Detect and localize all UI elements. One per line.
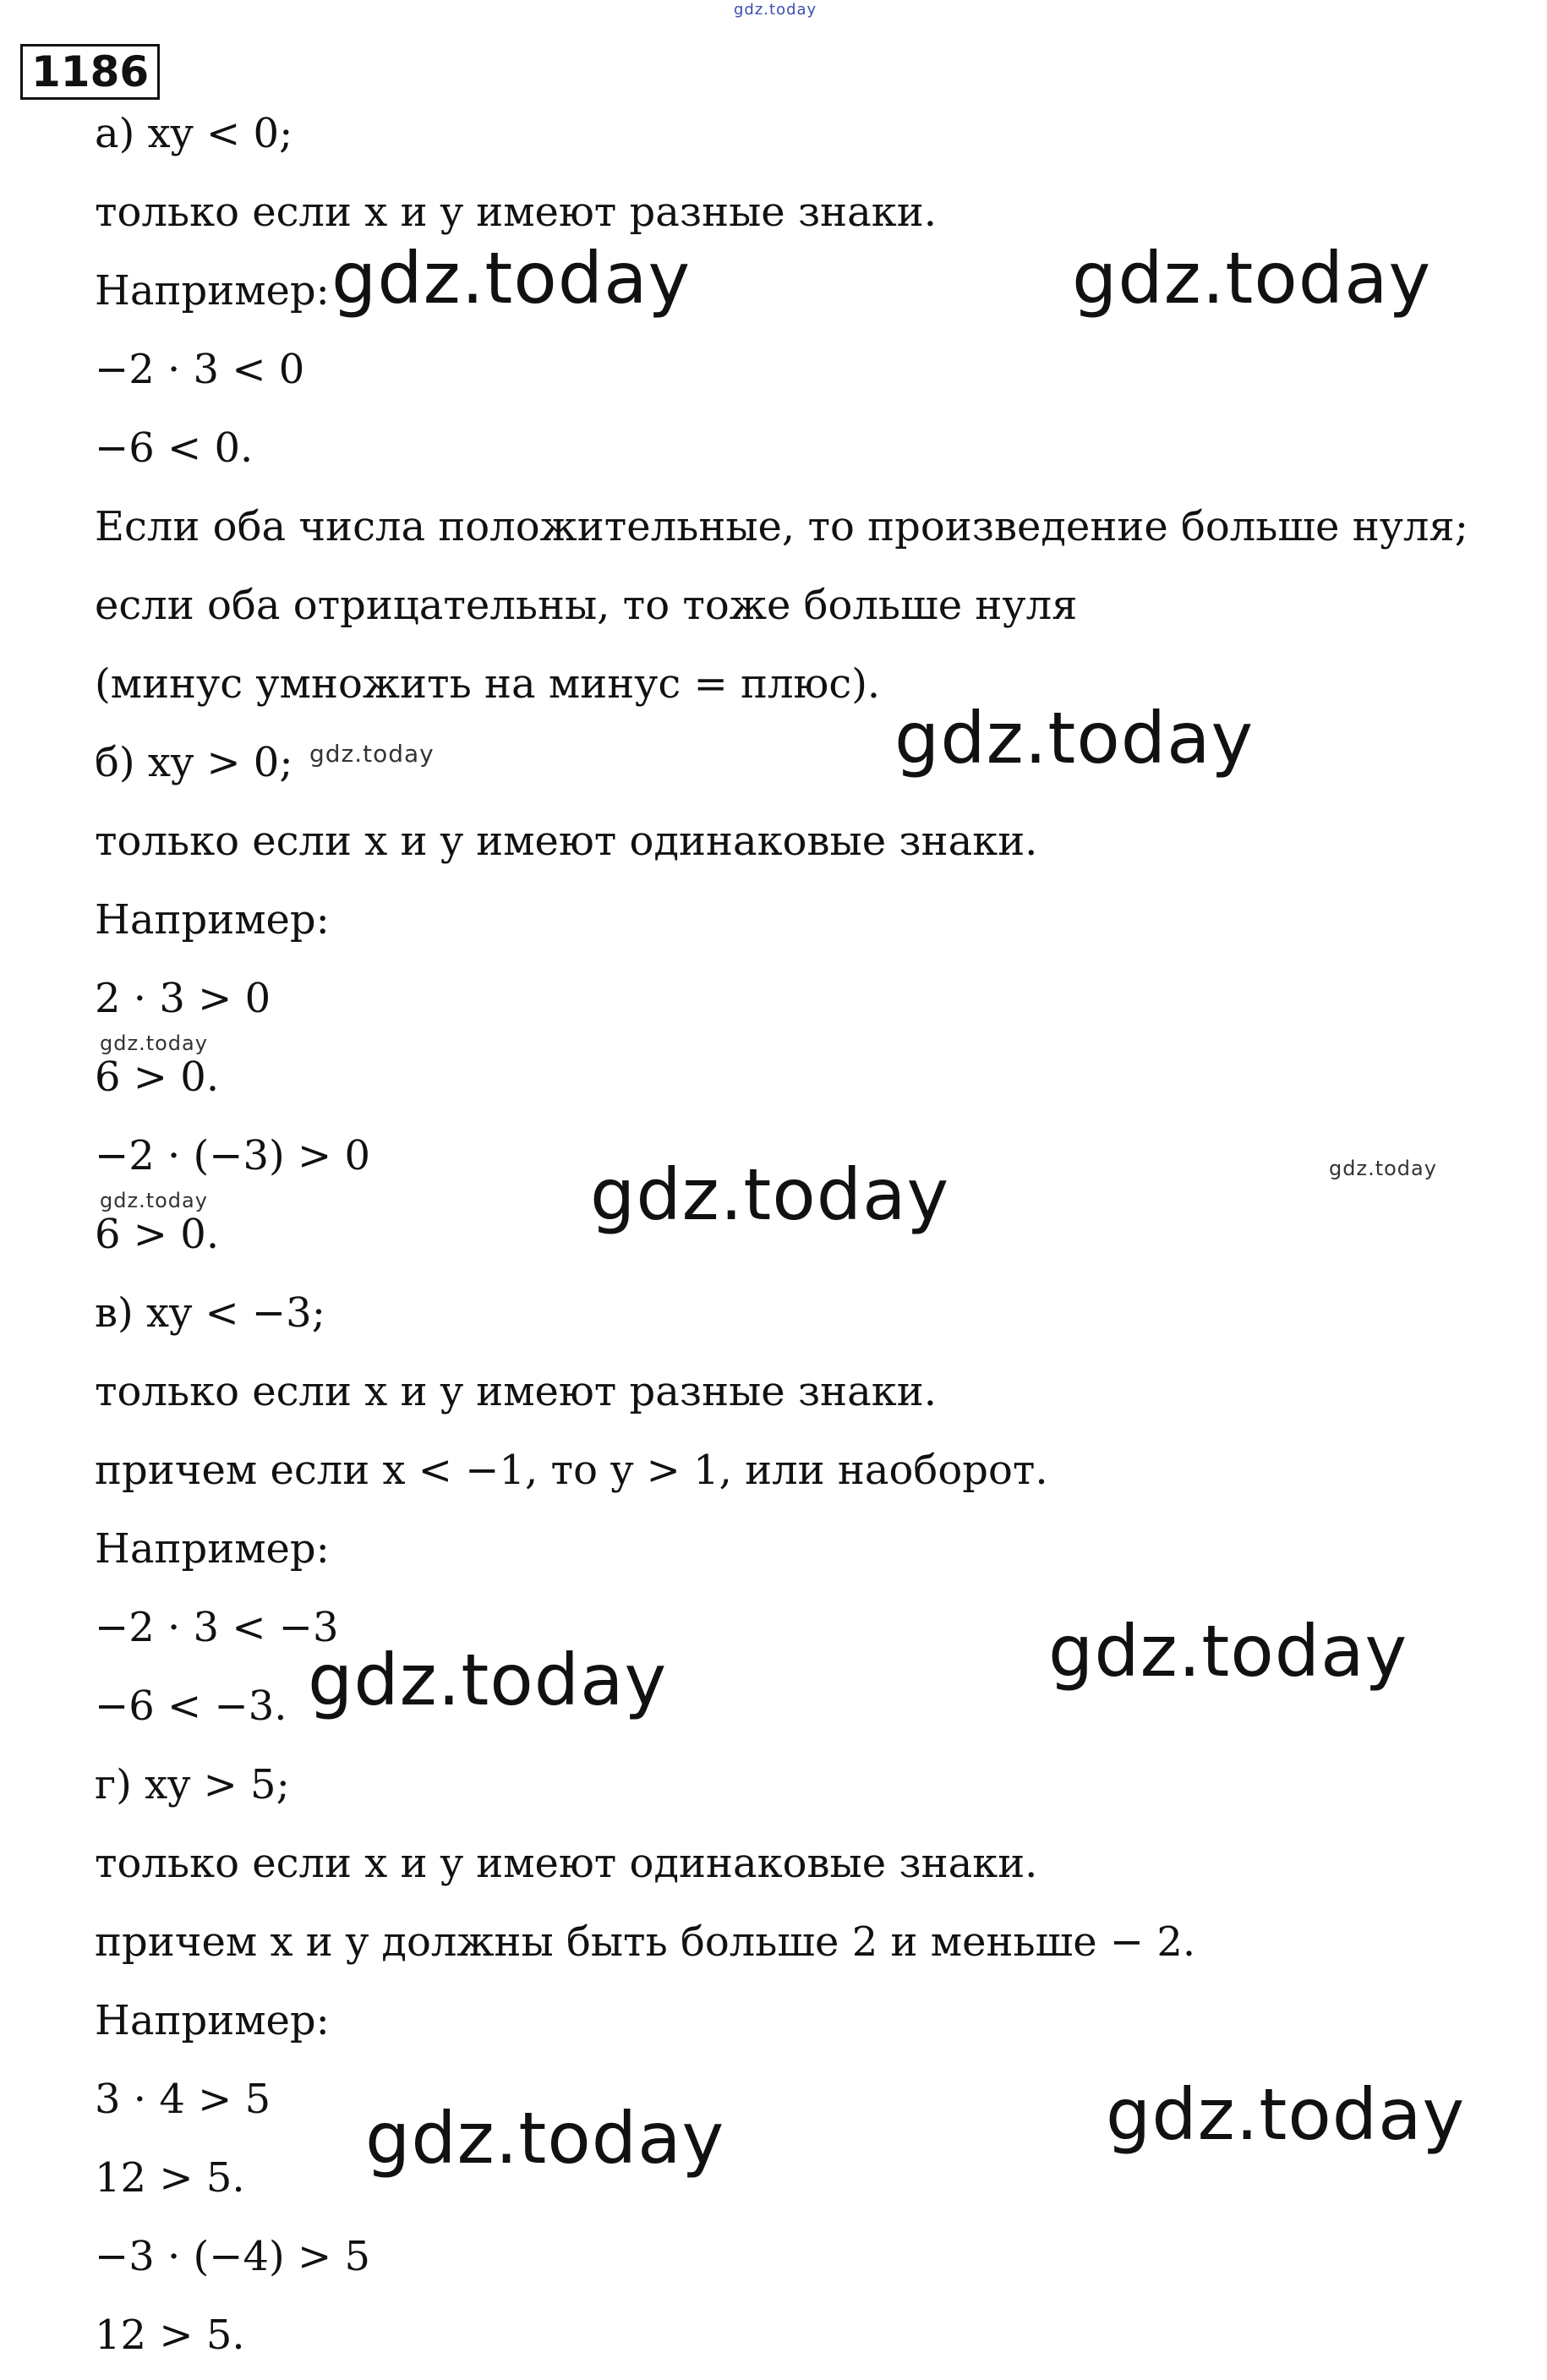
text-line: причем x и y должны быть больше 2 и меньше − 2. — [95, 1918, 1196, 1966]
watermark: gdz.today — [365, 2097, 725, 2180]
text-line: только если x и y имеют разные знаки. — [95, 1368, 937, 1415]
watermark: gdz.today — [331, 237, 692, 320]
watermark: gdz.today — [1329, 1157, 1437, 1180]
watermark: gdz.today — [1106, 2073, 1466, 2156]
text-line: 12 > 5. — [95, 2312, 245, 2359]
text-line: (минус умножить на минус = плюс). — [95, 660, 881, 708]
text-line: −2 · 3 < −3 — [95, 1604, 339, 1651]
watermark: gdz.today — [100, 1189, 208, 1212]
watermark: gdz.today — [734, 1, 817, 19]
watermark: gdz.today — [590, 1153, 950, 1236]
text-line: 3 · 4 > 5 — [95, 2076, 271, 2123]
text-line: −6 < 0. — [95, 424, 254, 472]
problem-number: 1186 — [20, 44, 160, 100]
text-line: −2 · (−3) > 0 — [95, 1132, 371, 1179]
text-line: только если x и y имеют разные знаки. — [95, 189, 937, 236]
text-line: а) xy < 0; — [95, 110, 293, 157]
text-line: 12 > 5. — [95, 2154, 245, 2202]
text-line: Например: — [95, 1997, 330, 2044]
text-line: Например: — [95, 896, 330, 944]
text-line: если оба отрицательны, то тоже больше нуля — [95, 582, 1078, 629]
text-line: только если x и y имеют одинаковые знаки. — [95, 818, 1038, 865]
text-line: Если оба числа положительные, то произведение больше нуля; — [95, 503, 1468, 550]
text-line: только если x и y имеют одинаковые знаки. — [95, 1840, 1038, 1887]
watermark: gdz.today — [1048, 1610, 1408, 1693]
text-line: в) xy < −3; — [95, 1289, 325, 1337]
text-line: −6 < −3. — [95, 1682, 287, 1730]
text-line: причем если x < −1, то y > 1, или наоборот. — [95, 1447, 1048, 1494]
watermark: gdz.today — [1072, 237, 1432, 320]
text-line: б) xy > 0; — [95, 739, 293, 786]
text-line: 6 > 0. — [95, 1211, 220, 1258]
watermark: gdz.today — [309, 740, 435, 768]
watermark: gdz.today — [894, 697, 1255, 780]
text-line: −3 · (−4) > 5 — [95, 2233, 371, 2280]
text-line: −2 · 3 < 0 — [95, 346, 305, 393]
text-line: 2 · 3 > 0 — [95, 975, 271, 1022]
text-line: г) xy > 5; — [95, 1761, 290, 1808]
text-line: Например: — [95, 267, 330, 315]
watermark: gdz.today — [308, 1639, 668, 1721]
text-line: 6 > 0. — [95, 1053, 220, 1101]
text-line: Например: — [95, 1525, 330, 1573]
watermark: gdz.today — [100, 1031, 208, 1055]
